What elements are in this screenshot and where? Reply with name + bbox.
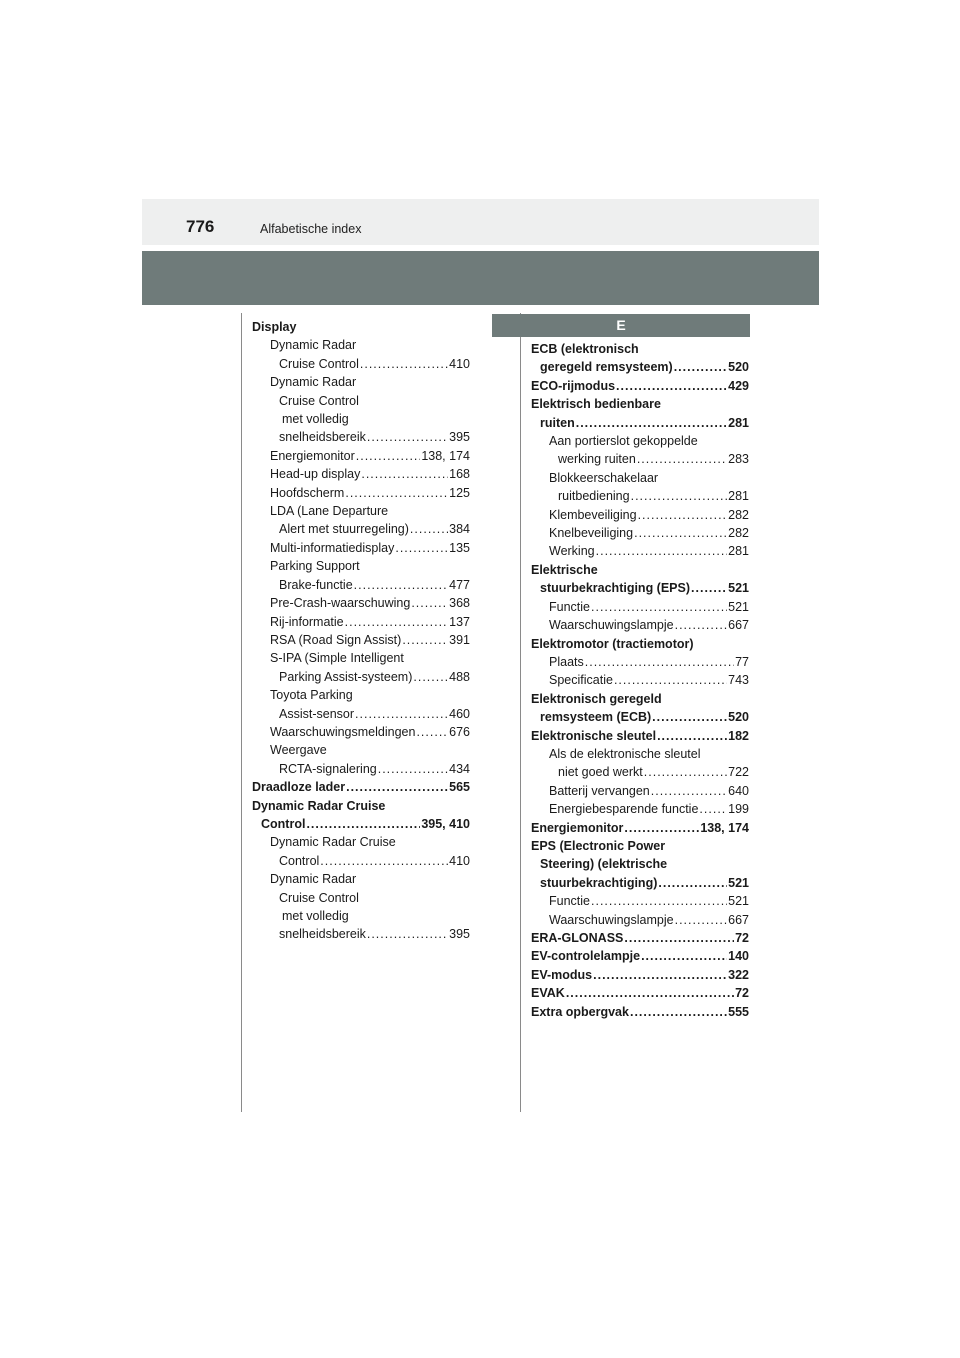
page-number: 776 xyxy=(186,217,215,236)
entry-term: snelheidsbereik xyxy=(279,430,366,445)
entry-term: Werking xyxy=(549,544,595,559)
entry-page-ref: 722 xyxy=(728,765,749,780)
entry-page-ref: 667 xyxy=(728,618,749,633)
entry-term: Extra opbergvak xyxy=(531,1004,629,1019)
index-entry xyxy=(531,984,749,1002)
index-entry xyxy=(252,520,470,538)
index-entry: S-IPA (Simple Intelligent xyxy=(270,651,404,666)
entry-page-ref: 137 xyxy=(449,614,470,629)
index-entry: Dynamic Radar xyxy=(270,872,357,887)
dot-leader xyxy=(675,616,728,634)
entry-page-ref: 283 xyxy=(728,452,749,467)
index-entry: Elektrische xyxy=(531,562,598,577)
index-entry: Dynamic Radar Cruise xyxy=(252,798,386,813)
dot-leader xyxy=(624,929,734,947)
dot-leader xyxy=(413,668,448,686)
dot-leader xyxy=(345,613,449,631)
index-entry xyxy=(252,760,470,778)
entry-term: Batterij vervangen xyxy=(549,783,650,798)
entry-page-ref: 140 xyxy=(728,949,749,964)
entry-term: Functie xyxy=(549,599,590,614)
entry-page-ref: 384 xyxy=(449,522,470,537)
index-entry xyxy=(252,668,470,686)
entry-term: stuurbekrachtiging) xyxy=(540,875,658,890)
entry-term: Energiemonitor xyxy=(531,820,624,835)
header-band xyxy=(142,251,819,305)
entry-page-ref: 391 xyxy=(449,632,470,647)
dot-leader xyxy=(346,778,448,796)
entry-term: Waarschuwingsmeldingen xyxy=(270,724,416,739)
entry-term: EVAK xyxy=(531,986,565,1001)
dot-leader xyxy=(591,892,727,910)
index-entry xyxy=(531,727,749,745)
entry-page-ref: 555 xyxy=(728,1004,749,1019)
entry-term: snelheidsbereik xyxy=(279,927,366,942)
entry-term: Assist-sensor xyxy=(279,706,355,721)
dot-leader xyxy=(416,723,448,741)
entry-page-ref: 182 xyxy=(728,728,749,743)
dot-leader xyxy=(591,598,727,616)
index-entry xyxy=(531,542,749,560)
dot-leader xyxy=(411,594,448,612)
dot-leader xyxy=(630,1003,727,1021)
entry-page-ref: 72 xyxy=(735,931,749,945)
entry-term: Alert met stuurregeling) xyxy=(279,522,409,537)
entry-term: werking ruiten xyxy=(558,452,636,467)
dot-leader xyxy=(674,358,727,376)
index-entry: LDA (Lane Departure xyxy=(270,504,389,519)
index-entry xyxy=(531,782,749,800)
dot-leader xyxy=(355,705,448,723)
index-entry xyxy=(531,506,749,524)
index-entry: Dynamic Radar xyxy=(270,338,357,353)
dot-leader xyxy=(652,708,727,726)
dot-leader xyxy=(378,760,448,778)
entry-term: stuurbekrachtiging (EPS) xyxy=(540,581,691,596)
index-entry: met volledig xyxy=(282,909,349,923)
entry-term: EV-controlelampje xyxy=(531,949,641,964)
index-entry: Toyota Parking xyxy=(270,688,353,703)
dot-leader xyxy=(658,874,727,892)
entry-page-ref: 282 xyxy=(728,507,749,522)
index-entry xyxy=(252,815,470,833)
index-entry xyxy=(531,671,749,689)
dot-leader xyxy=(634,524,727,542)
entry-term: Brake-functie xyxy=(279,577,353,592)
index-column-right xyxy=(531,340,749,1021)
entry-page-ref: 477 xyxy=(449,577,470,592)
entry-term: niet goed werkt xyxy=(558,765,643,780)
index-entry xyxy=(531,616,749,634)
entry-page-ref: 395 xyxy=(449,430,470,445)
index-entry: Steering) (elektrische xyxy=(540,857,668,872)
index-entry: Cruise Control xyxy=(279,393,359,408)
index-entry xyxy=(531,929,749,947)
index-entry: Display xyxy=(252,320,297,334)
index-entry xyxy=(252,594,470,612)
entry-page-ref: 77 xyxy=(735,654,749,669)
section-title: Alfabetische index xyxy=(260,222,362,236)
entry-term: ERA-GLONASS xyxy=(531,931,624,945)
index-entry xyxy=(252,613,470,631)
index-entry: met volledig xyxy=(282,412,349,427)
entry-term: geregeld remsysteem) xyxy=(540,360,673,375)
dot-leader xyxy=(675,911,728,929)
entry-page-ref: 281 xyxy=(728,415,749,430)
index-entry: Aan portierslot gekoppelde xyxy=(549,434,698,449)
index-entry xyxy=(531,579,749,597)
index-entry xyxy=(531,598,749,616)
letter-tab: E xyxy=(492,314,750,337)
index-entry xyxy=(252,576,470,594)
entry-term: Multi-informatiedisplay xyxy=(270,540,395,555)
index-entry xyxy=(252,539,470,557)
entry-term: Energiebesparende functie xyxy=(549,802,699,817)
entry-page-ref: 199 xyxy=(728,802,749,817)
index-entry xyxy=(531,377,749,395)
entry-page-ref: 138, 174 xyxy=(421,448,470,463)
entry-term: Functie xyxy=(549,894,590,909)
entry-term: EV-modus xyxy=(531,967,593,982)
entry-term: Parking Assist-systeem) xyxy=(279,669,413,684)
entry-term: RCTA-signalering xyxy=(279,761,377,776)
index-entry xyxy=(531,947,749,965)
entry-term: Control xyxy=(279,853,320,868)
index-entry xyxy=(531,874,749,892)
index-entry xyxy=(252,723,470,741)
index-entry xyxy=(252,484,470,502)
dot-leader xyxy=(638,506,728,524)
index-entry xyxy=(252,447,470,465)
entry-page-ref: 434 xyxy=(449,761,470,776)
index-entry xyxy=(531,911,749,929)
index-entry xyxy=(252,355,470,373)
header-bar xyxy=(142,199,819,245)
index-entry xyxy=(252,428,470,446)
dot-leader xyxy=(320,852,448,870)
index-entry: Elektromotor (tractiemotor) xyxy=(531,636,694,651)
dot-leader xyxy=(691,579,727,597)
dot-leader xyxy=(345,484,448,502)
index-entry: Elektronisch geregeld xyxy=(531,691,662,706)
entry-page-ref: 520 xyxy=(728,710,749,725)
entry-page-ref: 429 xyxy=(728,378,749,393)
dot-leader xyxy=(651,782,727,800)
entry-term: ruiten xyxy=(540,415,575,430)
index-entry xyxy=(531,800,749,818)
entry-page-ref: 281 xyxy=(728,489,749,504)
entry-term: RSA (Road Sign Assist) xyxy=(270,632,402,647)
index-entry: Als de elektronische sleutel xyxy=(549,746,701,761)
entry-page-ref: 460 xyxy=(449,706,470,721)
entry-page-ref: 125 xyxy=(449,485,470,500)
index-entry xyxy=(531,708,749,726)
entry-term: Hoofdscherm xyxy=(270,485,345,500)
index-entry: Cruise Control xyxy=(279,890,359,905)
dot-leader xyxy=(644,763,727,781)
entry-page-ref: 565 xyxy=(449,780,470,795)
entry-page-ref: 521 xyxy=(728,875,749,890)
entry-page-ref: 521 xyxy=(728,894,749,909)
dot-leader xyxy=(402,631,448,649)
entry-term: Waarschuwingslampje xyxy=(549,912,674,927)
index-entry xyxy=(252,705,470,723)
entry-term: Elektronische sleutel xyxy=(531,728,657,743)
index-entry xyxy=(531,414,749,432)
entry-page-ref: 282 xyxy=(728,526,749,541)
entry-term: Control xyxy=(261,816,306,831)
entry-page-ref: 322 xyxy=(728,967,749,982)
index-entry xyxy=(252,465,470,483)
entry-page-ref: 281 xyxy=(728,544,749,559)
entry-page-ref: 640 xyxy=(728,783,749,798)
right-column-rule xyxy=(520,313,521,1112)
entry-page-ref: 135 xyxy=(449,540,470,555)
index-entry xyxy=(531,892,749,910)
dot-leader xyxy=(614,671,727,689)
index-entry xyxy=(531,487,749,505)
entry-term: Klembeveiliging xyxy=(549,507,637,522)
dot-leader xyxy=(354,576,448,594)
dot-leader xyxy=(699,800,727,818)
entry-page-ref: 521 xyxy=(728,599,749,614)
index-entry xyxy=(252,925,470,943)
index-entry xyxy=(531,1003,749,1021)
dot-leader xyxy=(616,377,727,395)
index-entry xyxy=(531,358,749,376)
dot-leader xyxy=(410,520,448,538)
dot-leader xyxy=(367,428,448,446)
index-entry: Dynamic Radar Cruise xyxy=(270,835,396,850)
dot-leader xyxy=(361,465,448,483)
entry-page-ref: 72 xyxy=(735,986,749,1001)
entry-page-ref: 488 xyxy=(449,669,470,684)
entry-page-ref: 667 xyxy=(728,912,749,927)
dot-leader xyxy=(367,925,448,943)
index-entry xyxy=(531,763,749,781)
entry-term: Plaats xyxy=(549,654,584,669)
index-entry: Dynamic Radar xyxy=(270,375,357,390)
entry-term: Rij-informatie xyxy=(270,614,344,629)
dot-leader xyxy=(641,947,727,965)
index-entry: Elektrisch bedienbare xyxy=(531,397,661,412)
index-entry xyxy=(252,631,470,649)
entry-term: ruitbediening xyxy=(558,489,630,504)
entry-term: Head-up display xyxy=(270,467,361,482)
index-entry xyxy=(531,450,749,468)
index-entry xyxy=(252,852,470,870)
entry-page-ref: 395, 410 xyxy=(421,816,470,831)
index-entry: ECB (elektronisch xyxy=(531,342,639,356)
entry-page-ref: 676 xyxy=(449,724,470,739)
index-entry xyxy=(531,653,749,671)
entry-page-ref: 168 xyxy=(449,467,470,482)
index-column-left xyxy=(252,318,470,944)
entry-page-ref: 410 xyxy=(449,853,470,868)
entry-term: ECO-rijmodus xyxy=(531,378,616,393)
index-entry: Weergave xyxy=(270,743,327,758)
dot-leader xyxy=(593,966,727,984)
entry-term: Cruise Control xyxy=(279,356,359,371)
entry-term: Pre-Crash-waarschuwing xyxy=(270,596,411,611)
dot-leader xyxy=(395,539,448,557)
index-entry: Parking Support xyxy=(270,559,360,574)
dot-leader xyxy=(585,653,734,671)
entry-term: Knelbeveiliging xyxy=(549,526,634,541)
dot-leader xyxy=(566,984,734,1002)
dot-leader xyxy=(657,727,727,745)
index-entry xyxy=(531,966,749,984)
dot-leader xyxy=(356,447,421,465)
dot-leader xyxy=(360,355,448,373)
index-entry: EPS (Electronic Power xyxy=(531,838,666,853)
dot-leader xyxy=(576,414,727,432)
entry-page-ref: 743 xyxy=(728,673,749,688)
entry-term: Waarschuwingslampje xyxy=(549,618,674,633)
entry-page-ref: 395 xyxy=(449,927,470,942)
index-entry: Blokkeerschakelaar xyxy=(549,470,659,485)
index-entry xyxy=(531,524,749,542)
entry-page-ref: 410 xyxy=(449,356,470,371)
dot-leader xyxy=(631,487,728,505)
left-column-rule xyxy=(241,313,242,1112)
entry-term: Draadloze lader xyxy=(252,780,346,795)
dot-leader xyxy=(637,450,727,468)
entry-term: Specificatie xyxy=(549,673,613,688)
entry-page-ref: 521 xyxy=(728,581,749,596)
index-entry xyxy=(531,819,749,837)
dot-leader xyxy=(624,819,699,837)
entry-page-ref: 368 xyxy=(449,596,470,611)
entry-page-ref: 520 xyxy=(728,360,749,375)
entry-term: Energiemonitor xyxy=(270,448,355,463)
dot-leader xyxy=(306,815,420,833)
index-entry xyxy=(252,778,470,796)
dot-leader xyxy=(596,542,728,560)
entry-page-ref: 138, 174 xyxy=(700,820,749,835)
entry-term: remsysteem (ECB) xyxy=(540,710,652,725)
